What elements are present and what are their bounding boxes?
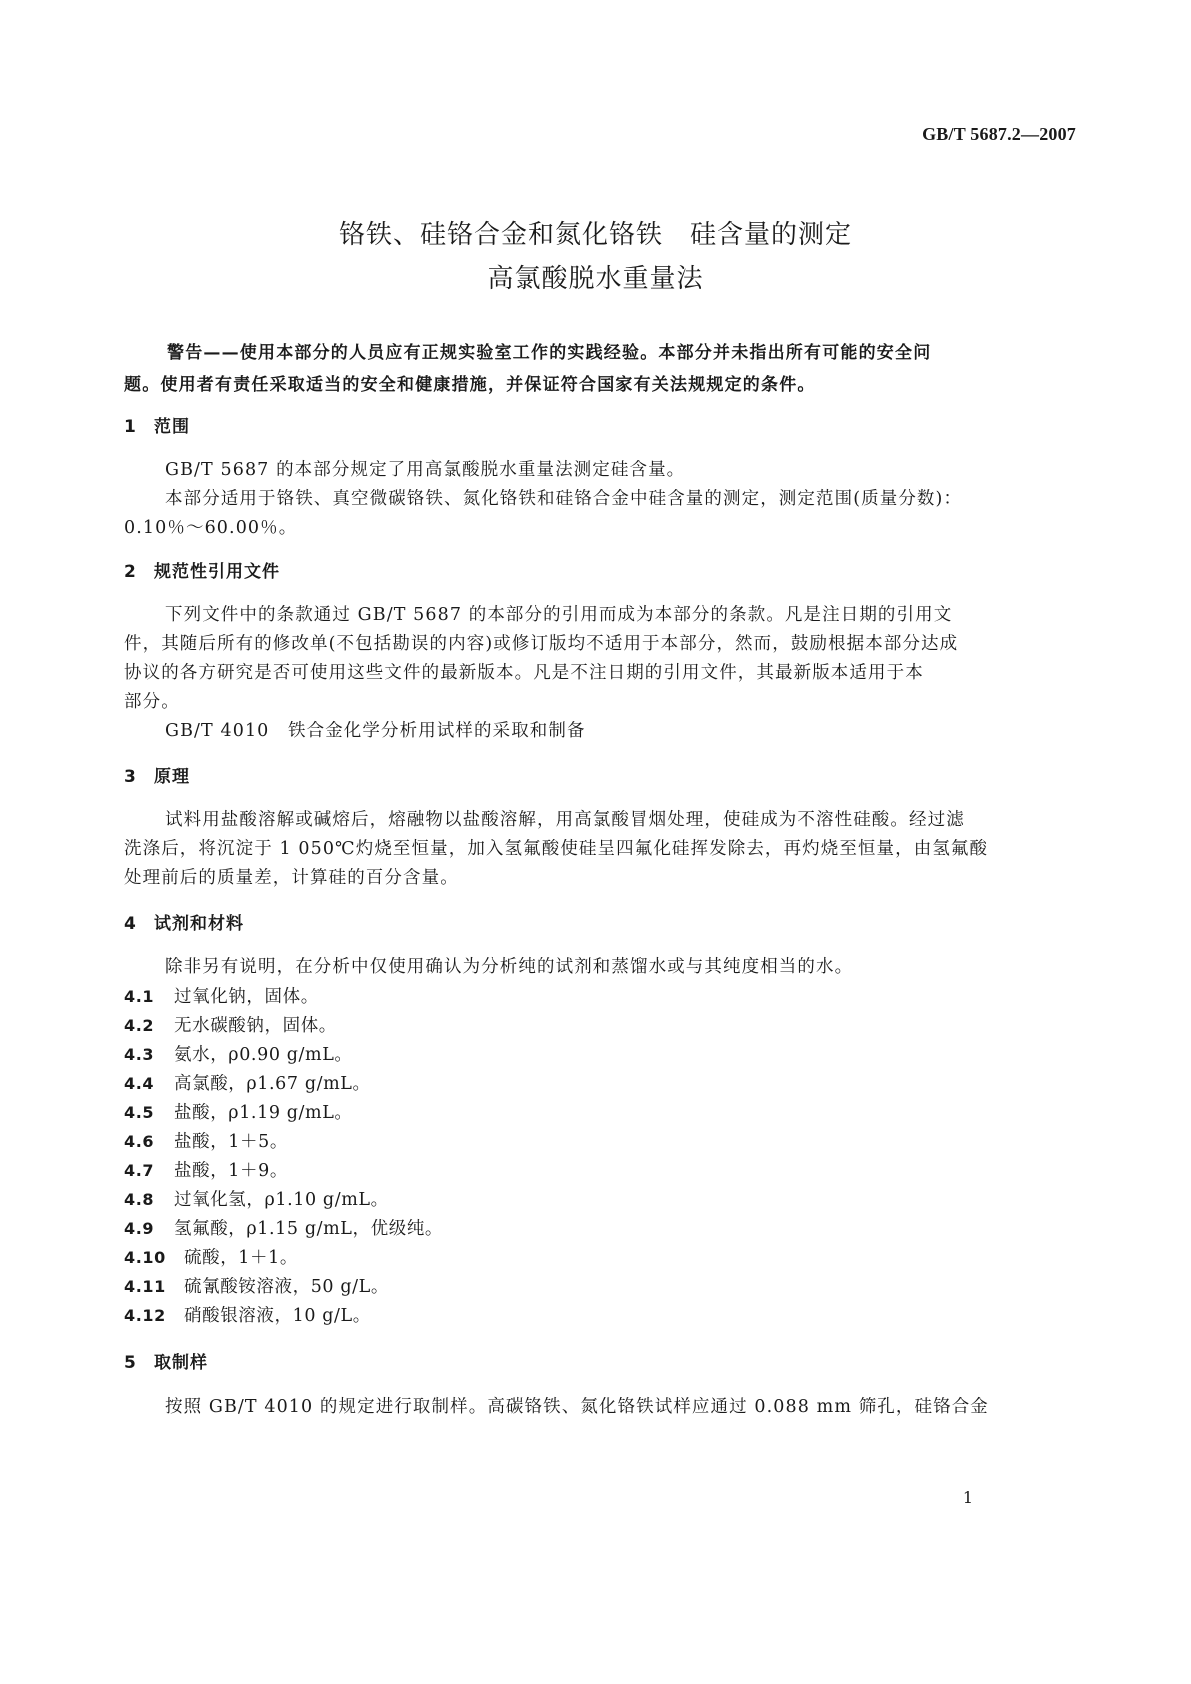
- reagent-number: 4.1: [124, 987, 155, 1006]
- section-2-line-3: 协议的各方研究是否可使用这些文件的最新版本。凡是不注日期的引用文件，其最新版本适用于本: [124, 663, 924, 683]
- reagent-text: 过氧化氢，ρ1.10 g/mL。: [174, 1190, 389, 1210]
- section-2-line-4: 部分。: [124, 692, 180, 712]
- reagent-number: 4.5: [124, 1103, 155, 1122]
- section-3-line-2: 洗涤后，将沉淀于 1 050℃灼烧至恒量，加入氢氟酸使硅呈四氟化硅挥发除去，再灼烧至恒量，由氢氟酸: [124, 839, 989, 859]
- section-1-paragraph-1: GB/T 5687 的本部分规定了用高氯酸脱水重量法测定硅含量。: [165, 460, 686, 480]
- document-title-line-1: 铬铁、硅铬合金和氮化铬铁 硅含量的测定: [338, 220, 852, 250]
- reagent-item: [124, 1157, 288, 1182]
- section-2-line-2: 件，其随后所有的修改单(不包括勘误的内容)或修订版均不适用于本部分，然而，鼓励根据本部分达成: [124, 634, 959, 654]
- section-number: 3: [124, 767, 137, 787]
- reagent-number: 4.6: [124, 1132, 155, 1151]
- section-title: 取制样: [154, 1353, 208, 1373]
- section-3-line-1: 试料用盐酸溶解或碱熔后，熔融物以盐酸溶解，用高氯酸冒烟处理，使硅成为不溶性硅酸。经过滤: [165, 810, 965, 830]
- reagent-number: 4.8: [124, 1190, 155, 1209]
- reagent-number: 4.3: [124, 1045, 155, 1064]
- reagent-text: 盐酸，ρ1.19 g/mL。: [174, 1103, 353, 1123]
- reagent-number: 4.4: [124, 1074, 155, 1093]
- section-1-paragraph-2: 本部分适用于铬铁、真空微碳铬铁、氮化铬铁和硅铬合金中硅含量的测定，测定范围(质量分数)：: [165, 489, 963, 509]
- section-5-heading: [124, 1348, 208, 1373]
- section-title: 范围: [154, 417, 190, 437]
- reagent-number: 4.12: [124, 1306, 166, 1325]
- section-number: 2: [124, 562, 137, 582]
- reagent-text: 硫氰酸铵溶液，50 g/L。: [184, 1277, 389, 1297]
- normative-reference: GB/T 4010 铁合金化学分析用试样的采取和制备: [165, 721, 586, 741]
- reagent-text: 盐酸，1＋9。: [174, 1161, 288, 1181]
- reagent-item: [124, 1186, 389, 1211]
- standard-number: GB/T 5687.2—2007: [922, 124, 1076, 144]
- document-title-line-2: 高氯酸脱水重量法: [487, 264, 704, 294]
- section-4-intro: 除非另有说明，在分析中仅使用确认为分析纯的试剂和蒸馏水或与其纯度相当的水。: [165, 957, 854, 977]
- reagent-text: 无水碳酸钠，固体。: [174, 1016, 337, 1036]
- section-3-heading: [124, 762, 190, 787]
- reagent-item: [124, 1041, 353, 1066]
- section-1-heading: [124, 412, 190, 437]
- section-number: 1: [124, 417, 137, 437]
- section-2-line-1: 下列文件中的条款通过 GB/T 5687 的本部分的引用而成为本部分的条款。凡是注日期的引用文: [165, 605, 953, 625]
- reagent-item: [124, 1302, 371, 1327]
- section-title: 原理: [154, 767, 190, 787]
- reagent-item: [124, 1244, 298, 1269]
- section-5-line-1: 按照 GB/T 4010 的规定进行取制样。高碳铬铁、氮化铬铁试样应通过 0.088 mm 筛孔，硅铬合金: [165, 1397, 989, 1417]
- reagent-item: [124, 1273, 389, 1298]
- section-4-heading: [124, 909, 244, 934]
- section-1-paragraph-2-cont: 0.10％～60.00％。: [124, 518, 298, 538]
- reagent-text: 硫酸，1＋1。: [184, 1248, 298, 1268]
- warning-line-2: 题。使用者有责任采取适当的安全和健康措施，并保证符合国家有关法规规定的条件。: [124, 375, 816, 395]
- page-number: 1: [962, 1488, 973, 1507]
- reagent-text: 过氧化钠，固体。: [174, 987, 319, 1007]
- reagent-number: 4.11: [124, 1277, 166, 1296]
- reagent-item: [124, 983, 319, 1008]
- section-title: 规范性引用文件: [154, 562, 280, 582]
- section-2-heading: [124, 557, 280, 582]
- reagent-text: 盐酸，1＋5。: [174, 1132, 288, 1152]
- reagent-text: 氨水，ρ0.90 g/mL。: [174, 1045, 353, 1065]
- reagent-number: 4.7: [124, 1161, 155, 1180]
- section-title: 试剂和材料: [154, 914, 244, 934]
- section-number: 4: [124, 914, 137, 934]
- reagent-text: 氢氟酸，ρ1.15 g/mL，优级纯。: [174, 1219, 444, 1239]
- reagent-number: 4.10: [124, 1248, 166, 1267]
- reagent-number: 4.9: [124, 1219, 155, 1238]
- reagent-item: [124, 1128, 288, 1153]
- warning-line-1: 警告——使用本部分的人员应有正规实验室工作的实践经验。本部分并未指出所有可能的安全问: [167, 343, 932, 363]
- reagent-item: [124, 1215, 443, 1240]
- reagent-item: [124, 1099, 353, 1124]
- reagent-item: [124, 1012, 337, 1037]
- section-number: 5: [124, 1353, 137, 1373]
- section-3-line-3: 处理前后的质量差，计算硅的百分含量。: [124, 868, 459, 888]
- reagent-text: 硝酸银溶液，10 g/L。: [184, 1306, 371, 1326]
- reagent-item: [124, 1070, 371, 1095]
- reagent-text: 高氯酸，ρ1.67 g/mL。: [174, 1074, 371, 1094]
- reagent-number: 4.2: [124, 1016, 155, 1035]
